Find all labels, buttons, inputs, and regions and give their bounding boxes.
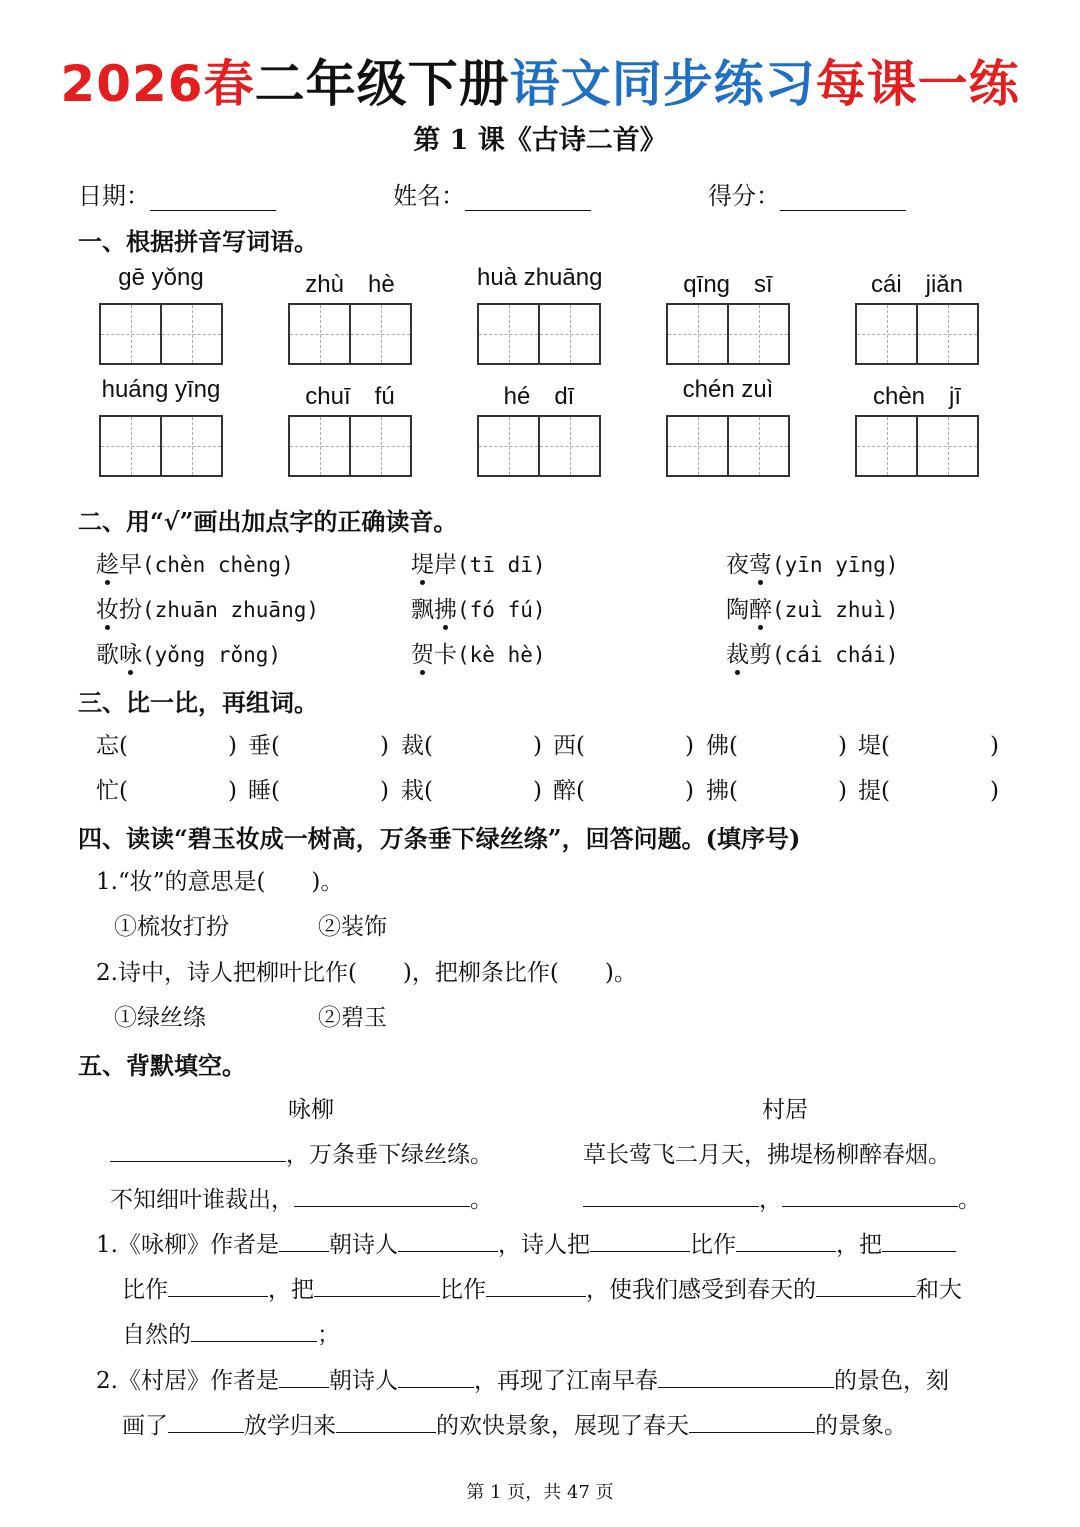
fill-blank[interactable]	[294, 1184, 470, 1207]
section-5-heading: 五、背默填空。	[78, 1051, 246, 1080]
char: 早	[119, 552, 142, 578]
pinyin-label: huà zhuāng	[477, 264, 603, 291]
compare-item[interactable]	[401, 772, 542, 805]
dotted-char: 妆	[96, 597, 119, 623]
paren-open: (	[271, 778, 280, 804]
q-text: ，把	[268, 1277, 314, 1303]
q-text: 朝诗人	[328, 1232, 398, 1258]
punct: ，	[759, 1187, 782, 1213]
tianzige-box[interactable]	[99, 415, 223, 477]
tianzige-box[interactable]	[288, 415, 412, 477]
paren-open: (	[881, 778, 890, 804]
paren-close: )	[837, 778, 847, 804]
pinyin-label: chuī fú	[305, 383, 395, 410]
tianzige-box[interactable]	[666, 415, 790, 477]
fill-blank[interactable]	[590, 1229, 690, 1252]
tianzige-box[interactable]	[855, 415, 979, 477]
compare-item[interactable]	[553, 772, 694, 805]
dotted-char: 裁	[726, 642, 749, 668]
char: 岸	[434, 552, 457, 578]
reading-item[interactable]	[726, 636, 898, 669]
fill-blank[interactable]	[168, 1274, 268, 1297]
paren-close: )	[684, 778, 694, 804]
q-text: 比作	[122, 1277, 168, 1303]
tianzige-box[interactable]	[477, 303, 601, 365]
paren-close: )	[379, 778, 389, 804]
score-blank[interactable]	[780, 186, 906, 211]
paren-open: (	[729, 733, 738, 759]
fill-blank[interactable]	[782, 1184, 958, 1207]
tianzige-box[interactable]	[288, 303, 412, 365]
tianzige-box[interactable]	[666, 303, 790, 365]
q-text: ，诗人把	[497, 1232, 590, 1258]
paren-open: (	[881, 733, 890, 759]
score-field	[708, 176, 906, 211]
compare-item[interactable]	[706, 727, 847, 760]
q-text: 比作	[440, 1277, 486, 1303]
question-1[interactable]: 1.“妆”的意思是( )。	[96, 869, 344, 895]
q-text: 放学归来	[244, 1413, 336, 1439]
pinyin-label: chén zuì	[682, 376, 774, 403]
q-text: 1.《咏柳》作者是	[96, 1232, 279, 1258]
fill-blank[interactable]	[279, 1229, 329, 1252]
paren-open: (	[119, 733, 128, 759]
compare-item[interactable]	[706, 772, 847, 805]
dotted-char: 堤	[411, 552, 434, 578]
char: 忙	[96, 778, 119, 804]
fill-question-1	[96, 1226, 956, 1259]
char: 睡	[248, 778, 271, 804]
date-field	[78, 176, 276, 211]
paren-close: )	[227, 778, 237, 804]
q-text: 比作	[689, 1232, 736, 1258]
reading-item[interactable]	[96, 636, 281, 669]
option-2b: ②碧玉	[318, 1005, 387, 1031]
dotted-char: 咏	[119, 642, 142, 668]
q-text: 自然的	[122, 1322, 191, 1348]
char: 歌	[96, 642, 119, 668]
paren-close: )	[989, 778, 999, 804]
compare-item[interactable]	[248, 727, 389, 760]
char: 夜	[726, 552, 749, 578]
paren-open: (	[119, 778, 128, 804]
char: 拂	[706, 778, 729, 804]
char: 剪	[749, 642, 772, 668]
char: 忘	[96, 733, 119, 759]
date-label: 日期：	[78, 182, 150, 210]
fill-blank[interactable]	[689, 1410, 815, 1433]
section-4-heading: 四、读读“碧玉妆成一树高，万条垂下绿丝绦”，回答问题。(填序号)	[78, 824, 801, 853]
char: 醉	[553, 778, 576, 804]
punct: 。	[958, 1187, 981, 1213]
fill-question-1-end	[122, 1316, 340, 1349]
q-text: 的欢快景象，展现了春天	[436, 1413, 689, 1439]
reading-item[interactable]	[411, 591, 546, 624]
fill-blank[interactable]	[486, 1274, 586, 1297]
dotted-char: 醉	[749, 597, 772, 623]
page-footer: 第 1 页，共 47 页	[466, 1482, 614, 1503]
title-practice: 每课一练	[815, 55, 1020, 113]
fill-blank[interactable]	[191, 1319, 317, 1342]
pinyin-label: zhù hè	[305, 271, 395, 298]
fill-blank[interactable]	[314, 1274, 440, 1297]
reading-item[interactable]	[726, 591, 898, 624]
reading-item[interactable]	[726, 546, 898, 579]
paren-open: (	[576, 733, 585, 759]
q-text: ，使我们感受到春天的	[586, 1277, 816, 1303]
name-field	[393, 176, 591, 211]
fill-blank[interactable]	[658, 1365, 834, 1388]
q-text: 画了	[122, 1413, 168, 1439]
poem-line	[583, 1181, 981, 1214]
q-text: ，把	[835, 1232, 882, 1258]
pinyin-options: (kè hè)	[457, 643, 546, 667]
pinyin-label: qīng sī	[683, 271, 773, 298]
compare-item[interactable]	[858, 727, 999, 760]
option-1a: ①梳妆打扮	[114, 914, 229, 940]
paren-open: (	[424, 778, 433, 804]
name-label: 姓名：	[393, 182, 465, 210]
section-3-heading: 三、比一比，再组词。	[78, 688, 318, 717]
pinyin-options: (cái chái)	[772, 643, 899, 667]
q-text: 的景色，刻	[833, 1368, 949, 1394]
fill-blank[interactable]	[816, 1274, 916, 1297]
name-blank[interactable]	[465, 186, 591, 211]
compare-item[interactable]	[96, 772, 237, 805]
paren-open: (	[271, 733, 280, 759]
poem-line	[110, 1136, 493, 1169]
date-blank[interactable]	[150, 186, 276, 211]
paren-open: (	[729, 778, 738, 804]
pinyin-options: (tī dī)	[457, 553, 546, 577]
tianzige-box[interactable]	[855, 303, 979, 365]
char: 堤	[858, 733, 881, 759]
pinyin-label: cái jiǎn	[870, 271, 964, 298]
reading-item[interactable]	[411, 546, 546, 579]
fill-blank[interactable]	[336, 1410, 436, 1433]
fill-blank[interactable]	[882, 1229, 956, 1252]
q-text: ；	[317, 1322, 340, 1348]
dotted-char: 贺	[411, 642, 434, 668]
section-1-heading: 一、根据拼音写词语。	[78, 227, 318, 256]
section-2-heading: 二、用“√”画出加点字的正确读音。	[78, 507, 458, 536]
page-title	[0, 44, 1080, 116]
paren-close: )	[227, 733, 237, 759]
fill-blank[interactable]	[398, 1229, 498, 1252]
q-text: 的景象。	[815, 1413, 907, 1439]
char: 垂	[248, 733, 271, 759]
pinyin-label: huáng yīng	[101, 376, 221, 403]
char: 西	[553, 733, 576, 759]
q-text: ，再现了江南早春	[473, 1368, 658, 1394]
char: 佛	[706, 733, 729, 759]
title-subject: 语文同步练习	[509, 55, 816, 113]
pinyin-options: (zhuān zhuāng)	[142, 598, 320, 622]
pinyin-options: (zuì zhuì)	[772, 598, 899, 622]
pinyin-options: (fó fú)	[457, 598, 546, 622]
reading-item[interactable]	[411, 636, 546, 669]
dotted-char: 莺	[749, 552, 772, 578]
tianzige-box[interactable]	[99, 303, 223, 365]
option-2a: ①绿丝绦	[114, 1005, 206, 1031]
q-text: 2.《村居》作者是	[96, 1368, 279, 1394]
compare-item[interactable]	[858, 772, 999, 805]
char: 飘	[411, 597, 434, 623]
paren-close: )	[532, 733, 542, 759]
char: 陶	[726, 597, 749, 623]
question-2[interactable]: 2.诗中，诗人把柳叶比作( )，把柳条比作( )。	[96, 960, 637, 986]
poem-text: ，万条垂下绿丝绦。	[286, 1142, 493, 1168]
fill-blank[interactable]	[583, 1184, 759, 1207]
compare-item[interactable]	[553, 727, 694, 760]
char: 提	[858, 778, 881, 804]
paren-open: (	[576, 778, 585, 804]
char: 裁	[401, 733, 424, 759]
paren-close: )	[837, 733, 847, 759]
compare-item[interactable]	[248, 772, 389, 805]
q-text: 朝诗人	[328, 1368, 398, 1394]
fill-question-2-cont	[122, 1407, 907, 1440]
dotted-char: 趁	[96, 552, 119, 578]
fill-blank[interactable]	[736, 1229, 836, 1252]
char: 扮	[119, 597, 142, 623]
paren-close: )	[379, 733, 389, 759]
paren-close: )	[684, 733, 694, 759]
fill-question-2	[96, 1362, 949, 1395]
fill-blank[interactable]	[168, 1410, 244, 1433]
lesson-title: 第 1 课《古诗二首》	[413, 125, 667, 156]
tianzige-box[interactable]	[477, 415, 601, 477]
title-grade: 二年级下册	[254, 55, 510, 113]
fill-blank[interactable]	[398, 1365, 474, 1388]
compare-item[interactable]	[401, 727, 542, 760]
poem-line	[110, 1181, 493, 1214]
compare-item[interactable]	[96, 727, 237, 760]
fill-question-1-cont	[122, 1271, 962, 1304]
pinyin-options: (chèn chèng)	[142, 553, 294, 577]
dotted-char: 拂	[434, 597, 457, 623]
poem-line: 草长莺飞二月天，拂堤杨柳醉春烟。	[583, 1142, 951, 1168]
char: 卡	[434, 642, 457, 668]
poem-title-cunju: 村居	[762, 1097, 808, 1123]
pinyin-options: (yǒng rǒng)	[142, 643, 282, 667]
poem-title-yongliu: 咏柳	[288, 1097, 334, 1123]
score-label: 得分：	[708, 182, 780, 210]
poem-text: 不知细叶谁裁出，	[110, 1187, 294, 1213]
option-1b: ②装饰	[318, 914, 387, 940]
fill-blank[interactable]	[279, 1365, 329, 1388]
reading-item[interactable]	[96, 546, 294, 579]
title-year: 2026春	[60, 55, 255, 113]
paren-open: (	[424, 733, 433, 759]
q-text: 和大	[916, 1277, 962, 1303]
pinyin-label: chèn jī	[872, 383, 962, 410]
char: 栽	[401, 778, 424, 804]
reading-item[interactable]	[96, 591, 319, 624]
punct: 。	[470, 1187, 493, 1213]
fill-blank[interactable]	[110, 1139, 286, 1162]
pinyin-label: hé dī	[503, 383, 575, 410]
pinyin-label: gē yǒng	[118, 264, 204, 291]
paren-close: )	[989, 733, 999, 759]
paren-close: )	[532, 778, 542, 804]
pinyin-options: (yīn yīng)	[772, 553, 899, 577]
